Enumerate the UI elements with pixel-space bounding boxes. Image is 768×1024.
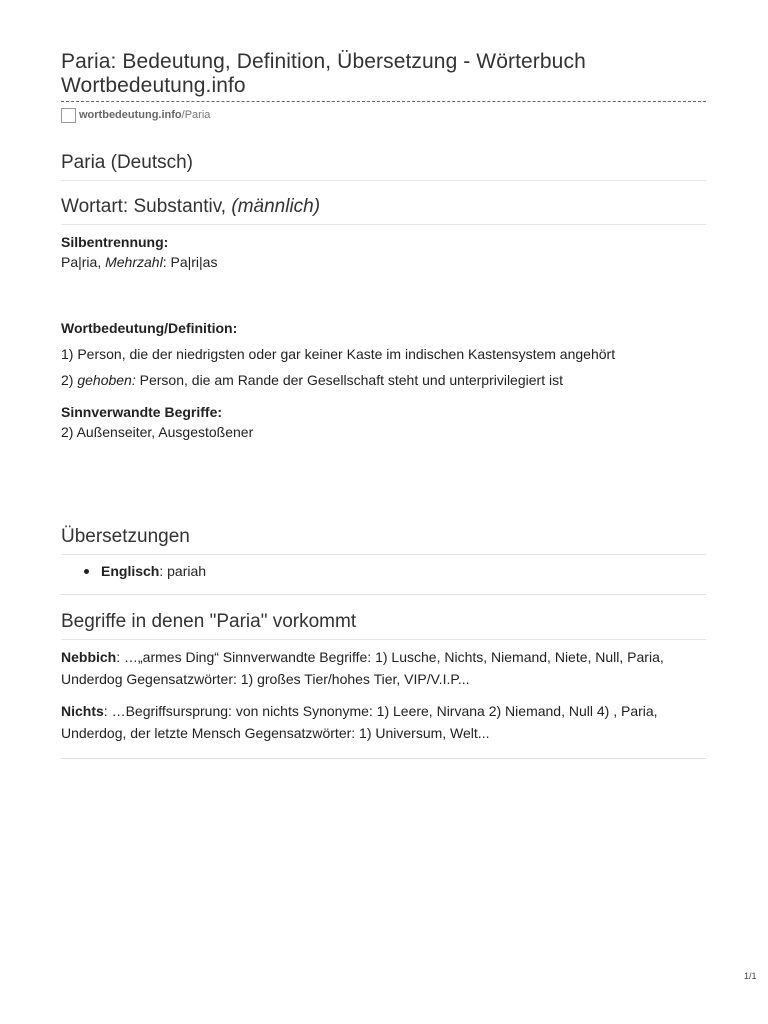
definition-2: [61, 370, 706, 390]
silben-plural: : Pa|ri|as: [162, 254, 218, 270]
wortart-heading: [61, 196, 706, 225]
silbentrennung-value: [61, 252, 706, 272]
list-item: [61, 700, 706, 744]
definition-label: Wortbedeutung/Definition:: [61, 320, 238, 336]
definition-block: [61, 318, 706, 390]
related-heading: Begriffe in denen "Paria" vorkommt: [61, 611, 706, 640]
page-number: 1/1: [744, 971, 757, 981]
entry-heading: Paria (Deutsch): [61, 152, 706, 181]
related-entries: [61, 640, 706, 759]
favicon-icon: [61, 108, 76, 123]
related-term-link[interactable]: Nebbich: [61, 649, 117, 665]
translation-language: Englisch: [101, 563, 160, 579]
def2-text: Person, die am Rande der Gesellschaft steht und unterprivilegiert ist: [135, 372, 563, 388]
def2-num: 2): [61, 372, 78, 388]
document-title-line1: Paria: Bedeutung, Definition, Übersetzung - Wörterbuch: [61, 50, 586, 73]
document-title: [61, 0, 706, 98]
silbentrennung-block: [61, 232, 706, 272]
def2-tag: gehoben:: [77, 372, 136, 388]
dashed-divider: [61, 101, 706, 102]
related-snippet: : …„armes Ding“ Sinnverwandte Begriffe: 1) Lusche, Nichts, Niemand, Niete, Null, Paria, Underdog Gegensatzwörter: 1) großes Tier/hohes Tier, VIP/V.I.P...: [61, 649, 664, 687]
sinnverwandte-value: 2) Außenseiter, Ausgestoßener: [61, 424, 254, 440]
document-title-line2: Wortbedeutung.info: [61, 74, 246, 97]
wortart-prefix: Wortart: Substantiv,: [61, 196, 232, 217]
source-url[interactable]: [61, 106, 706, 124]
page-content: [61, 0, 706, 759]
list-item: [61, 561, 706, 581]
related-term-link[interactable]: Nichts: [61, 703, 104, 719]
list-item: [61, 646, 706, 690]
silbentrennung-label: Silbentrennung:: [61, 234, 169, 250]
translations-list: [61, 555, 706, 595]
translations-heading: Übersetzungen: [61, 526, 706, 555]
silben-word: Pa|ria,: [61, 254, 106, 270]
definition-1: 1) Person, die der niedrigsten oder gar keiner Kaste im indischen Kastensystem angehört: [61, 346, 616, 362]
translation-text: : pariah: [159, 563, 207, 579]
sinnverwandte-label: Sinnverwandte Begriffe:: [61, 404, 223, 420]
url-path: /Paria: [181, 109, 211, 121]
url-domain: wortbedeutung.info: [79, 109, 182, 121]
wortart-gender: (männlich): [231, 196, 321, 217]
silben-plural-label: Mehrzahl: [105, 254, 163, 270]
bullet-icon: [84, 569, 89, 574]
sinnverwandte-block: [61, 402, 706, 442]
related-snippet: : …Begriffsursprung: von nichts Synonyme: 1) Leere, Nirvana 2) Niemand, Null 4) , Paria, Underdog, der letzte Mensch Gegensatzwörter: 1) Universum, Welt...: [61, 703, 658, 741]
